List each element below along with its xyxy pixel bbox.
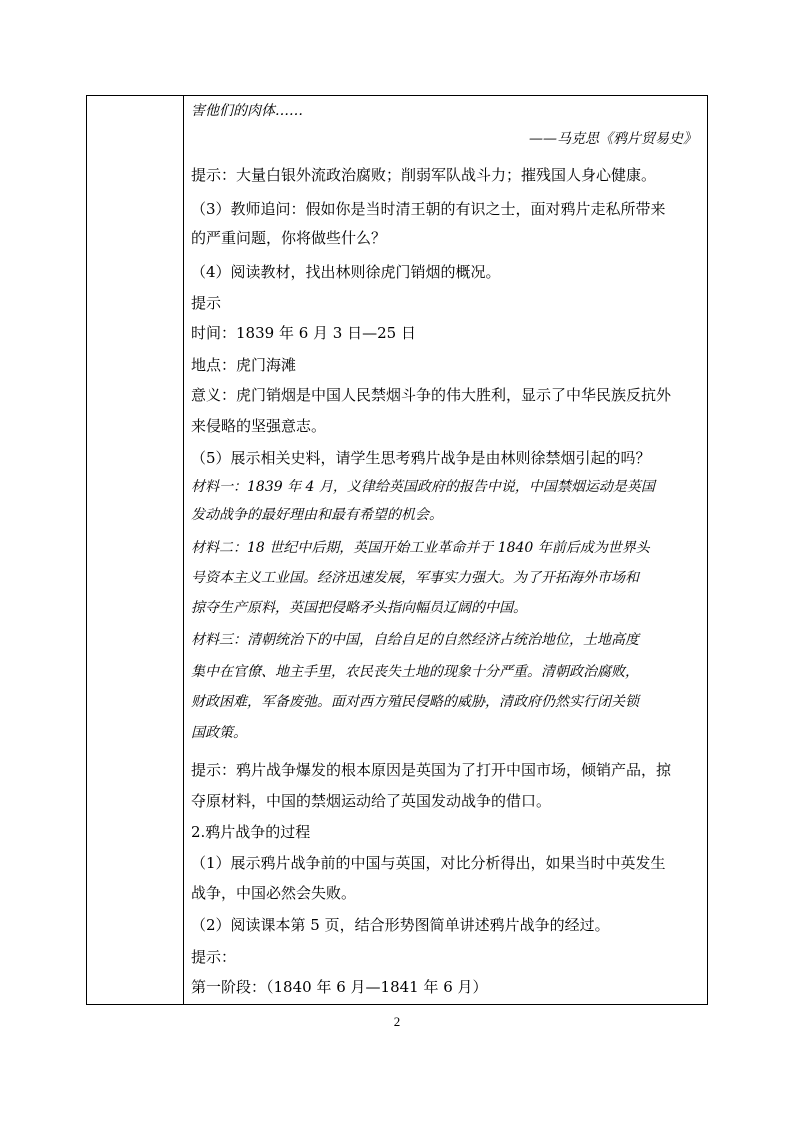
text-line: 来侵略的坚强意志。 [191, 417, 327, 435]
text-line: 提示： [191, 948, 237, 966]
text-line: （2）阅读课本第 5 页，结合形势图简单讲述鸦片战争的经过。 [191, 916, 610, 934]
text-line: （5）展示相关史料，请学生思考鸦片战争是由林则徐禁烟引起的吗？ [191, 449, 651, 467]
text-line: 战争，中国必然会失败。 [191, 884, 357, 902]
text-line: 意义：虎门销烟是中国人民禁烟斗争的伟大胜利，显示了中华民族反抗外 [191, 386, 672, 404]
text-line: 提示：鸦片战争爆发的根本原因是英国为了打开中国市场，倾销产品，掠 [191, 761, 672, 779]
text-line: （1）展示鸦片战争前的中国与英国，对比分析得出，如果当时中英发生 [191, 854, 666, 872]
text-line: 地点：虎门海滩 [191, 356, 297, 374]
text-line: 掠夺生产原料，英国把侵略矛头指向幅员辽阔的中国。 [191, 600, 527, 616]
text-line: 集中在官僚、地主手里，农民丧失土地的现象十分严重。清朝政治腐败， [191, 664, 639, 680]
page-number: 2 [393, 1014, 401, 1029]
text-line: 夺原材料，中国的禁烟运动给了英国发动战争的借口。 [191, 792, 552, 810]
text-line: 材料三：清朝统治下的中国，自给自足的自然经济占统治地位，土地高度 [191, 632, 639, 648]
text-line: 提示 [191, 294, 222, 312]
text-line: 第一阶段：（1840 年 6 月—1841 年 6 月） [191, 978, 488, 996]
text-line: （4）阅读教材，找出林则徐虎门销烟的概况。 [191, 263, 501, 281]
text-line: 的严重问题，你将做些什么？ [191, 229, 387, 247]
text-line: 害他们的肉体…… [191, 103, 303, 119]
text-line: 财政困难，军备废弛。面对西方殖民侵略的威胁，清政府仍然实行闭关锁 [191, 694, 639, 710]
text-line: 材料二：18 世纪中后期，英国开始工业革命并于 1840 年前后成为世界头 [191, 540, 650, 556]
text-line: 提示：大量白银外流政治腐败；削弱军队战斗力；摧残国人身心健康。 [191, 166, 657, 184]
text-line: （3）教师追问：假如你是当时清王朝的有识之士，面对鸦片走私所带来 [191, 200, 666, 218]
text-line: 发动战争的最好理由和最有希望的机会。 [191, 507, 443, 523]
text-line: 时间：1839 年 6 月 3 日—25 日 [191, 324, 416, 342]
table-left-column [87, 96, 184, 1004]
text-line: 国政策。 [191, 725, 247, 741]
section-heading: 2.鸦片战争的过程 [191, 823, 311, 841]
citation-line: ——马克思《鸦片贸易史》 [529, 131, 697, 147]
text-line: 号资本主义工业国。经济迅速发展，军事实力强大。为了开拓海外市场和 [191, 570, 639, 586]
text-line: 材料一：1839 年 4 月，义律给英国政府的报告中说，中国禁烟运动是英国 [191, 479, 655, 495]
document-table [86, 95, 708, 1005]
